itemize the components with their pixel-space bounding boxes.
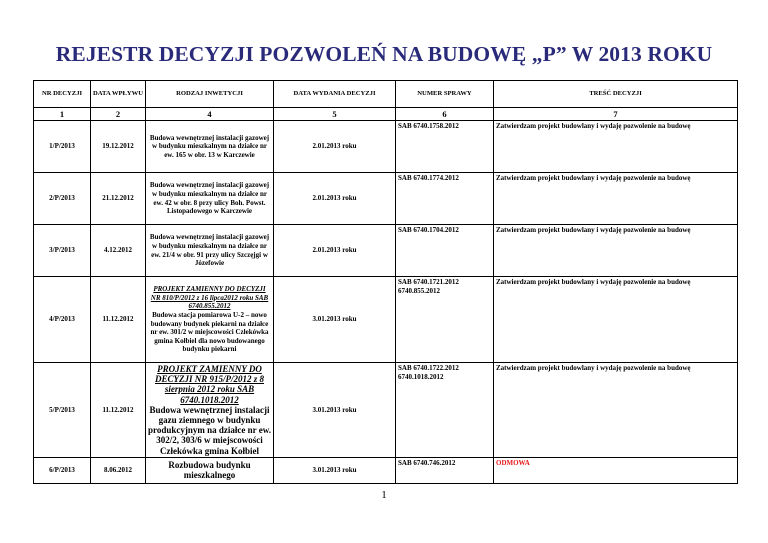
issue-date: 2.01.2013 roku	[274, 225, 396, 277]
replacement-project-note: PROJEKT ZAMIENNY DO DECYZJI NR 810/P/2012 z 16 lipca2012 roku SAB 6740.855.2012	[150, 285, 269, 311]
decision-content: Zatwierdzam projekt budowlany i wydaję pozwolenie na budowę	[494, 363, 738, 458]
case-number: SAB 6740.1704.2012	[396, 225, 494, 277]
table-row	[34, 173, 738, 225]
decision-register-table	[33, 80, 738, 484]
table-row	[34, 277, 738, 363]
column-number: 5	[274, 108, 396, 121]
table-row	[34, 457, 738, 483]
header-cell: TREŚĆ DECYZJI	[494, 81, 738, 108]
decision-number: 2/P/2013	[34, 173, 91, 225]
header-cell: RODZAJ INWETYCJI	[146, 81, 274, 108]
case-number: SAB 6740.746.2012	[396, 457, 494, 483]
investment-type-cell	[146, 363, 274, 458]
investment-type: Budowa wewnętrznej instalacji gazowej w budynku mieszkalnym na działce nr ew. 21/4 w obr. 91 przy ulicy Szczęjgi w Józefowie	[146, 225, 274, 277]
column-number: 2	[91, 108, 146, 121]
header-row	[34, 81, 738, 108]
table-row	[34, 121, 738, 173]
issue-date: 2.01.2013 roku	[274, 121, 396, 173]
investment-type: Budowa wewnętrznej instalacji gazu ziemnego w budynku produkcyjnym na działce nr ew. 302/2, 303/6 w miejscowości Człekówka gmina Kołbiel	[148, 404, 271, 456]
investment-type: Budowa wewnętrznej instalacji gazowej w budynku mieszkalnym na działce nr ew. 165 w obr. 13 w Karczewie	[146, 121, 274, 173]
header-cell: DATA WYDANIA DECYZJI	[274, 81, 396, 108]
column-number: 4	[146, 108, 274, 121]
column-number: 7	[494, 108, 738, 121]
decision-number: 3/P/2013	[34, 225, 91, 277]
case-number: SAB 6740.1721.2012 6740.855.2012	[396, 277, 494, 363]
decision-number: 5/P/2013	[34, 363, 91, 458]
receipt-date: 11.12.2012	[91, 277, 146, 363]
page-number: 1	[381, 489, 387, 501]
decision-content: Zatwierdzam projekt budowlany i wydaję pozwolenie na budowę	[494, 277, 738, 363]
issue-date: 2.01.2013 roku	[274, 173, 396, 225]
decision-content: Zatwierdzam projekt budowlany i wydaję pozwolenie na budowę	[494, 121, 738, 173]
decision-number: 1/P/2013	[34, 121, 91, 173]
receipt-date: 19.12.2012	[91, 121, 146, 173]
table-row	[34, 225, 738, 277]
decision-number: 6/P/2013	[34, 457, 91, 483]
issue-date: 3.01.2013 roku	[274, 277, 396, 363]
replacement-project-note: PROJEKT ZAMIENNY DO DECYZJI NR 915/P/2012 z 8 sierpnia 2012 roku SAB 6740.1018.2012	[154, 364, 264, 405]
decision-number: 4/P/2013	[34, 277, 91, 363]
investment-type-cell	[146, 277, 274, 363]
investment-type: Budowa stacja pomiarowa U-2 – nowo budowany budynek piekarni na działce nr ew. 301/2 w miejscowości Człekówka gmina Kołbiel dla nowo budowanego budynku piekarni	[150, 310, 269, 354]
issue-date: 3.01.2013 roku	[274, 457, 396, 483]
investment-type: Budowa wewnętrznej instalacji gazowej w budynku mieszkalnym na działce nr ew. 42 w obr. 8 przy ulicy Boh. Powst. Listopadowego w Karczewie	[146, 173, 274, 225]
issue-date: 3.01.2013 roku	[274, 363, 396, 458]
column-number: 1	[34, 108, 91, 121]
decision-content: ODMOWA	[494, 457, 738, 483]
case-number: SAB 6740.1758.2012	[396, 121, 494, 173]
header-cell: NUMER SPRAWY	[396, 81, 494, 108]
receipt-date: 21.12.2012	[91, 173, 146, 225]
case-number: SAB 6740.1722.2012 6740.1018.2012	[396, 363, 494, 458]
column-number-row	[34, 108, 738, 121]
case-number: SAB 6740.1774.2012	[396, 173, 494, 225]
page-title: REJESTR DECYZJI POZWOLEŃ NA BUDOWĘ „P” W 2013 ROKU	[55, 42, 713, 66]
decision-content: Zatwierdzam projekt budowlany i wydaję pozwolenie na budowę	[494, 225, 738, 277]
header-cell: DATA WPŁYWU	[91, 81, 146, 108]
receipt-date: 11.12.2012	[91, 363, 146, 458]
receipt-date: 4.12.2012	[91, 225, 146, 277]
header-cell: NR DECYZJI	[34, 81, 91, 108]
receipt-date: 8.06.2012	[91, 457, 146, 483]
table-row	[34, 363, 738, 458]
column-number: 6	[396, 108, 494, 121]
investment-type: Rozbudowa budynku mieszkalnego	[146, 457, 274, 483]
decision-content: Zatwierdzam projekt budowlany i wydaję pozwolenie na budowę	[494, 173, 738, 225]
